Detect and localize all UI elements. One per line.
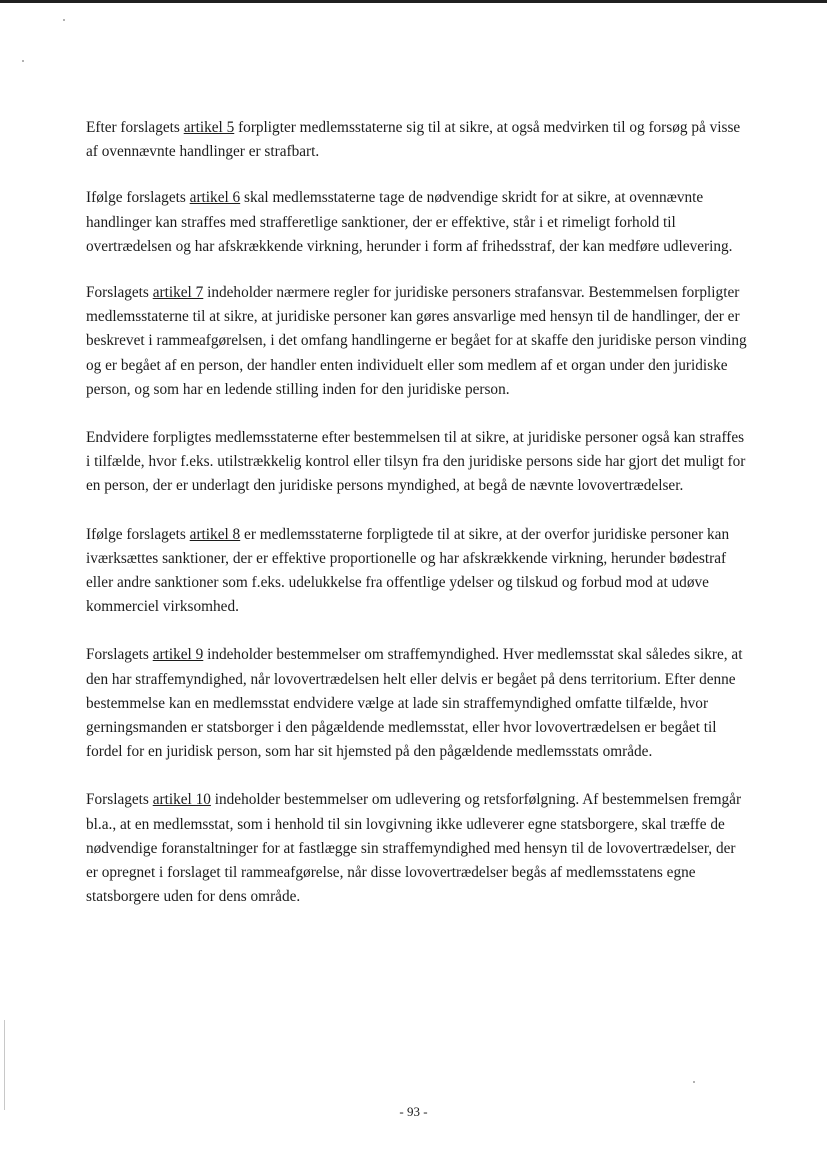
paragraph-artikel-8: Ifølge forslagets artikel 8 er medlemsstaterne forpligtede til at sikre, at der overfor juridiske personer kan iværksættes sanktioner, der er effektive proportionelle og har afskrækkende virkning, herunder bødestraf eller andre sanktioner som f.eks. udelukkelse fra offentlige ydelser og tilskud og forbud mod at udøve kommerciel virksomhed. xyxy=(86,525,730,616)
article-reference: artikel 8 xyxy=(189,525,241,543)
scan-speck xyxy=(693,1081,695,1083)
scan-speck xyxy=(63,19,65,21)
scan-speck xyxy=(22,60,24,62)
article-reference: artikel 7 xyxy=(152,284,204,302)
paragraph-endvidere: Endvidere forpligtes medlemsstaterne efter bestemmelsen til at sikre, at juridiske personer også kan straffes i tilfælde, hvor f.eks. utilstrækkelig kontrol eller tilsyn fra den juridiske persons side har gjort det muligt for en person, der er underlagt den juridiske persons myndighed, at begå de nævnte lovovertrædelser. xyxy=(86,429,746,495)
scan-edge-line xyxy=(4,1020,5,1110)
paragraph-artikel-7: Forslagets artikel 7 indeholder nærmere regler for juridiske personers strafansvar. Bestemmelsen forpligter medlemsstaterne til at sikre, at juridiske personer kan gøres ansvarlige med hensyn til de handlinger, der er beskrevet i rammeafgørelsen, i det omfang handlingerne er begået for at skaffe den juridiske person vinding og er begået af en person, der handler enten individuelt eller som medlem af et organ under den juridiske person, og som har en ledende stilling inden for den juridiske person. xyxy=(86,284,747,398)
article-reference: artikel 5 xyxy=(183,119,235,136)
page-number: - 93 - xyxy=(399,1104,428,1119)
article-reference: artikel 9 xyxy=(152,646,204,664)
document-body xyxy=(86,116,748,909)
article-reference: artikel 6 xyxy=(189,189,241,207)
paragraph-artikel-10: Forslagets artikel 10 indeholder bestemmelser om udlevering og retsforfølgning. Af bestemmelsen fremgår bl.a., at en medlemsstat, som i henhold til sin lovgivning ikke udleverer egne statsborgere, skal træffe de nødvendige foranstaltninger for at fastlægge sin straffemyndighed med hensyn til de lovovertrædelser, der er opregnet i forslaget til rammeafgørelse, når disse lovovertrædelser begås af medlemsstatens egne statsborgere uden for dens område. xyxy=(86,791,742,906)
paragraph-artikel-6: Ifølge forslagets artikel 6 skal medlemsstaterne tage de nødvendige skridt for at sikre, at ovennævnte handlinger kan straffes med strafferetlige sanktioner, der er effektive, står i et rimeligt forhold til overtrædelsen og har afskrækkende virkning, herunder i form af frihedsstraf, der kan medføre udlevering. xyxy=(86,189,733,255)
article-reference: artikel 10 xyxy=(152,791,211,809)
paragraph-artikel-9: Forslagets artikel 9 indeholder bestemmelser om straffemyndighed. Hver medlemsstat skal således sikre, at den har straffemyndighed, når lovovertrædelsen helt eller delvis er begået på dens territorium. Efter denne bestemmelse kan en medlemsstat endvidere vælge at lade sin straffemyndighed omfatte tilfælde, hvor gerningsmanden er statsborger i den pågældende medlemsstat, eller hvor lovovertrædelsen er begået til fordel for en juridisk person, som har sit hjemsted på den pågældende medlemsstats område. xyxy=(86,646,743,761)
paragraph-artikel-5: Efter forslagets artikel 5 forpligter medlemsstaterne sig til at sikre, at også medvirken til og forsøg på visse af ovennævnte handlinger er strafbart. xyxy=(86,119,741,161)
page-top-border xyxy=(0,0,827,3)
